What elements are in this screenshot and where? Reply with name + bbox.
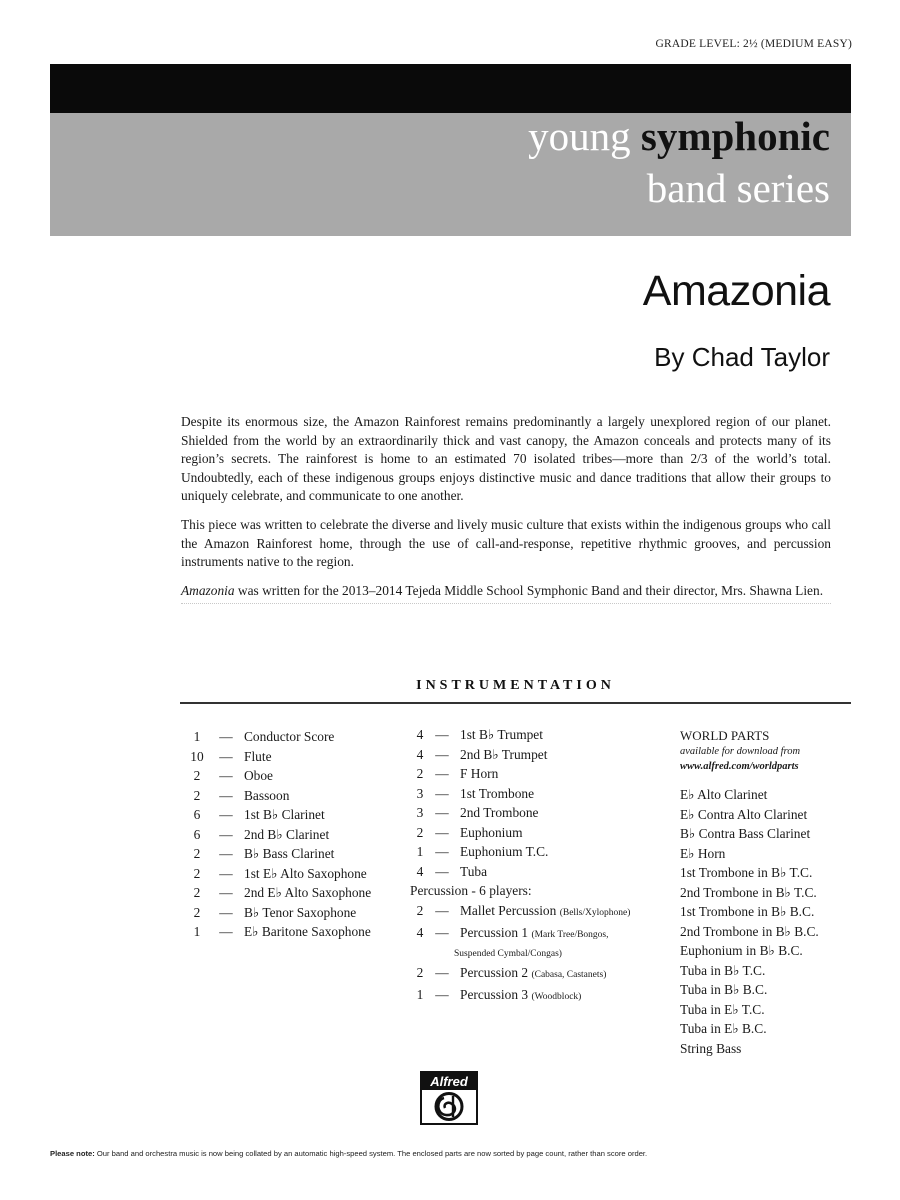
instrument-qty: 4 xyxy=(416,925,424,940)
instrument-name: 2nd B♭ Trumpet xyxy=(460,746,548,762)
instrument-name: Percussion 1 xyxy=(460,925,529,940)
instrument-name-wrap xyxy=(454,985,581,1008)
series-word-symphonic: symphonic xyxy=(640,113,830,159)
series-title-line1 xyxy=(528,112,830,160)
dash: — xyxy=(435,863,449,879)
dash: — xyxy=(219,768,233,783)
dash: — xyxy=(219,904,233,920)
instrument-note-continued: Suspended Cymbal/Congas) xyxy=(454,948,562,959)
world-part-item: Tuba in B♭ B.C. xyxy=(680,982,768,997)
world-part-item: Tuba in B♭ T.C. xyxy=(680,962,766,978)
instrument-name: Mallet Percussion xyxy=(460,902,557,918)
dash: — xyxy=(435,902,449,918)
piece-title: Amazonia xyxy=(642,267,830,315)
instrument-row xyxy=(410,725,650,745)
world-part-item: String Bass xyxy=(680,1040,742,1056)
instrument-row xyxy=(410,862,650,882)
instrument-qty: 2 xyxy=(193,865,201,881)
instrument-qty: 2 xyxy=(416,824,424,840)
instrument-qty: 4 xyxy=(416,746,424,762)
instrument-row xyxy=(410,803,650,823)
world-part-item: E♭ Alto Clarinet xyxy=(680,787,768,802)
dash: — xyxy=(435,844,449,859)
instrument-note: (Bells/Xylophone) xyxy=(559,907,631,918)
instrument-qty: 4 xyxy=(416,727,424,742)
world-part-item: B♭ Contra Bass Clarinet xyxy=(680,826,811,841)
composer-credit: By Chad Taylor xyxy=(654,342,830,372)
instrument-row xyxy=(180,864,395,884)
instrument-qty: 2 xyxy=(193,846,201,861)
series-title-line2: band series xyxy=(646,165,830,211)
instrument-row xyxy=(180,747,395,767)
world-part-item: Tuba in E♭ T.C. xyxy=(680,1001,765,1017)
instrument-name: 2nd B♭ Clarinet xyxy=(244,826,330,842)
instrument-name: 2nd E♭ Alto Saxophone xyxy=(244,885,372,900)
instrumentation-column-brass-percussion xyxy=(410,725,650,1008)
world-part-item: E♭ Contra Alto Clarinet xyxy=(680,806,808,822)
program-notes-paragraph-1: Despite its enormous size, the Amazon Rainforest remains predominantly a largely unexplored region of our planet. Shielded from the world by an extraordinarily thick and vast canopy, the Amazon conceals and protects many of its region’s secrets. The rainforest is home to an estimated 70 isolated tribes—more than 2/3 of the world’s total. Undoubtedly, each of these indigenous groups enjoys distinctive music and dance traditions that allow their groups to uniquely celebrate, and communicate to one another. xyxy=(181,414,831,504)
instrument-row xyxy=(180,844,395,864)
footer-note xyxy=(50,1148,855,1160)
percussion-row xyxy=(410,985,650,1008)
instrument-name: Tuba xyxy=(460,863,488,879)
paragraph-3-text: was written for the 2013–2014 Tejeda Middle School Symphonic Band and their director, Mrs. Shawna Lien. xyxy=(234,582,824,598)
instrument-name: F Horn xyxy=(460,766,499,781)
instrument-row xyxy=(410,842,650,862)
instrument-qty: 2 xyxy=(416,964,424,980)
dash: — xyxy=(219,729,233,744)
instrument-name: Oboe xyxy=(244,768,274,783)
instrument-qty: 1 xyxy=(193,924,201,939)
instrument-row xyxy=(410,784,650,804)
dash: — xyxy=(219,807,233,822)
piece-title-italic: Amazonia xyxy=(181,582,235,598)
alfred-clef-icon xyxy=(422,1090,476,1123)
world-parts-availability: available for download from xyxy=(680,746,801,757)
dash: — xyxy=(435,727,449,742)
header-black-bar xyxy=(50,64,851,113)
world-part-item: Tuba in E♭ B.C. xyxy=(680,1021,767,1036)
instrument-qty: 2 xyxy=(193,768,201,783)
program-notes xyxy=(181,413,831,604)
instrument-name: Flute xyxy=(244,748,272,764)
percussion-row xyxy=(410,963,650,986)
instrument-row xyxy=(180,922,395,942)
instrument-name: 1st E♭ Alto Saxophone xyxy=(244,865,367,881)
instrument-qty: 2 xyxy=(193,885,201,900)
world-parts-url: www.alfred.com/worldparts xyxy=(680,761,799,772)
instrument-row xyxy=(180,786,395,806)
dash: — xyxy=(219,885,233,900)
instrument-qty: 1 xyxy=(416,987,424,1002)
percussion-heading: Percussion - 6 players: xyxy=(410,883,532,898)
program-notes-paragraph-3 xyxy=(181,582,831,601)
instrument-qty: 10 xyxy=(190,748,204,764)
instrument-name-wrap xyxy=(454,963,606,986)
instrumentation-heading: INSTRUMENTATION xyxy=(416,678,615,693)
dash: — xyxy=(435,766,449,781)
instrument-qty: 4 xyxy=(416,863,424,879)
dash: — xyxy=(435,805,449,820)
dash: — xyxy=(219,865,233,881)
instrumentation-rule xyxy=(180,702,851,704)
dash: — xyxy=(435,987,449,1002)
percussion-row xyxy=(410,923,650,946)
instrument-name: 2nd Trombone xyxy=(460,805,539,820)
instrument-name-wrap xyxy=(454,901,630,924)
world-parts-title: WORLD PARTS xyxy=(680,728,770,743)
dash: — xyxy=(219,846,233,861)
world-part-item: Euphonium in B♭ B.C. xyxy=(680,943,803,958)
instrument-row xyxy=(180,805,395,825)
instrument-row xyxy=(180,903,395,923)
instrument-name: Percussion 2 xyxy=(460,964,529,980)
footer-note-label: Please note: xyxy=(50,1149,95,1158)
instrument-name: Euphonium xyxy=(460,824,523,840)
instrument-qty: 1 xyxy=(193,729,201,744)
instrument-qty: 3 xyxy=(416,785,424,801)
instrument-row xyxy=(410,764,650,784)
instrument-row xyxy=(410,823,650,843)
series-word-young: young xyxy=(528,113,631,159)
instrument-qty: 2 xyxy=(193,787,201,803)
world-part-item: 1st Trombone in B♭ T.C. xyxy=(680,865,813,880)
world-part-item: 2nd Trombone in B♭ T.C. xyxy=(680,884,817,900)
dash: — xyxy=(219,748,233,764)
instrument-name: Percussion 3 xyxy=(460,987,529,1002)
grade-level: GRADE LEVEL: 2½ (MEDIUM EASY) xyxy=(655,38,852,50)
dash: — xyxy=(435,925,449,940)
dash: — xyxy=(435,785,449,801)
footer-note-text: Our band and orchestra music is now being collated by an automatic high-speed system. The enclosed parts are now sorted by page count, rather than score order. xyxy=(94,1149,648,1158)
instrument-name: Euphonium T.C. xyxy=(460,844,549,859)
instrument-row xyxy=(180,825,395,845)
instrument-qty: 3 xyxy=(416,805,424,820)
dash: — xyxy=(219,826,233,842)
dash: — xyxy=(219,924,233,939)
instrumentation-column-woodwinds xyxy=(180,727,395,942)
instrument-name: Conductor Score xyxy=(244,729,335,744)
instrument-name: B♭ Bass Clarinet xyxy=(244,846,335,861)
instrument-qty: 2 xyxy=(193,904,201,920)
instrument-note: (Woodblock) xyxy=(531,992,582,1002)
program-notes-paragraph-2: This piece was written to celebrate the diverse and lively music culture that exists within the indigenous groups who call the Amazon Rainforest home, through the use of call-and-response, repetitive rhythmic grooves, and percussion instruments native to the region. xyxy=(181,516,831,570)
world-part-item: E♭ Horn xyxy=(680,845,726,861)
instrument-note: (Mark Tree/Bongos, xyxy=(531,930,609,940)
instrument-row xyxy=(180,727,395,747)
dash: — xyxy=(219,787,233,803)
instrument-row xyxy=(410,745,650,765)
alfred-logo xyxy=(420,1071,478,1125)
instrument-qty: 2 xyxy=(416,766,424,781)
instrument-qty: 6 xyxy=(193,807,201,822)
instrument-qty: 2 xyxy=(416,902,424,918)
instrument-row xyxy=(180,883,395,903)
instrument-qty: 6 xyxy=(193,826,201,842)
instrument-name: 1st B♭ Trumpet xyxy=(460,727,543,742)
alfred-logo-wordmark: Alfred xyxy=(422,1073,476,1090)
instrument-name: E♭ Baritone Saxophone xyxy=(244,924,371,939)
instrument-name: 1st B♭ Clarinet xyxy=(244,807,325,822)
world-part-item: 1st Trombone in B♭ B.C. xyxy=(680,904,815,919)
dash: — xyxy=(435,964,449,980)
instrument-row xyxy=(180,766,395,786)
world-part-item: 2nd Trombone in B♭ B.C. xyxy=(680,923,819,939)
world-parts-column xyxy=(680,727,855,1058)
percussion-row xyxy=(410,901,650,924)
dash: — xyxy=(435,746,449,762)
instrument-name: Bassoon xyxy=(244,787,290,803)
instrument-name: B♭ Tenor Saxophone xyxy=(244,904,357,920)
instrument-note: (Cabasa, Castanets) xyxy=(531,969,607,980)
instrument-name: 1st Trombone xyxy=(460,785,535,801)
instrument-qty: 1 xyxy=(416,844,424,859)
instrument-name-wrap xyxy=(454,923,609,946)
dash: — xyxy=(435,824,449,840)
